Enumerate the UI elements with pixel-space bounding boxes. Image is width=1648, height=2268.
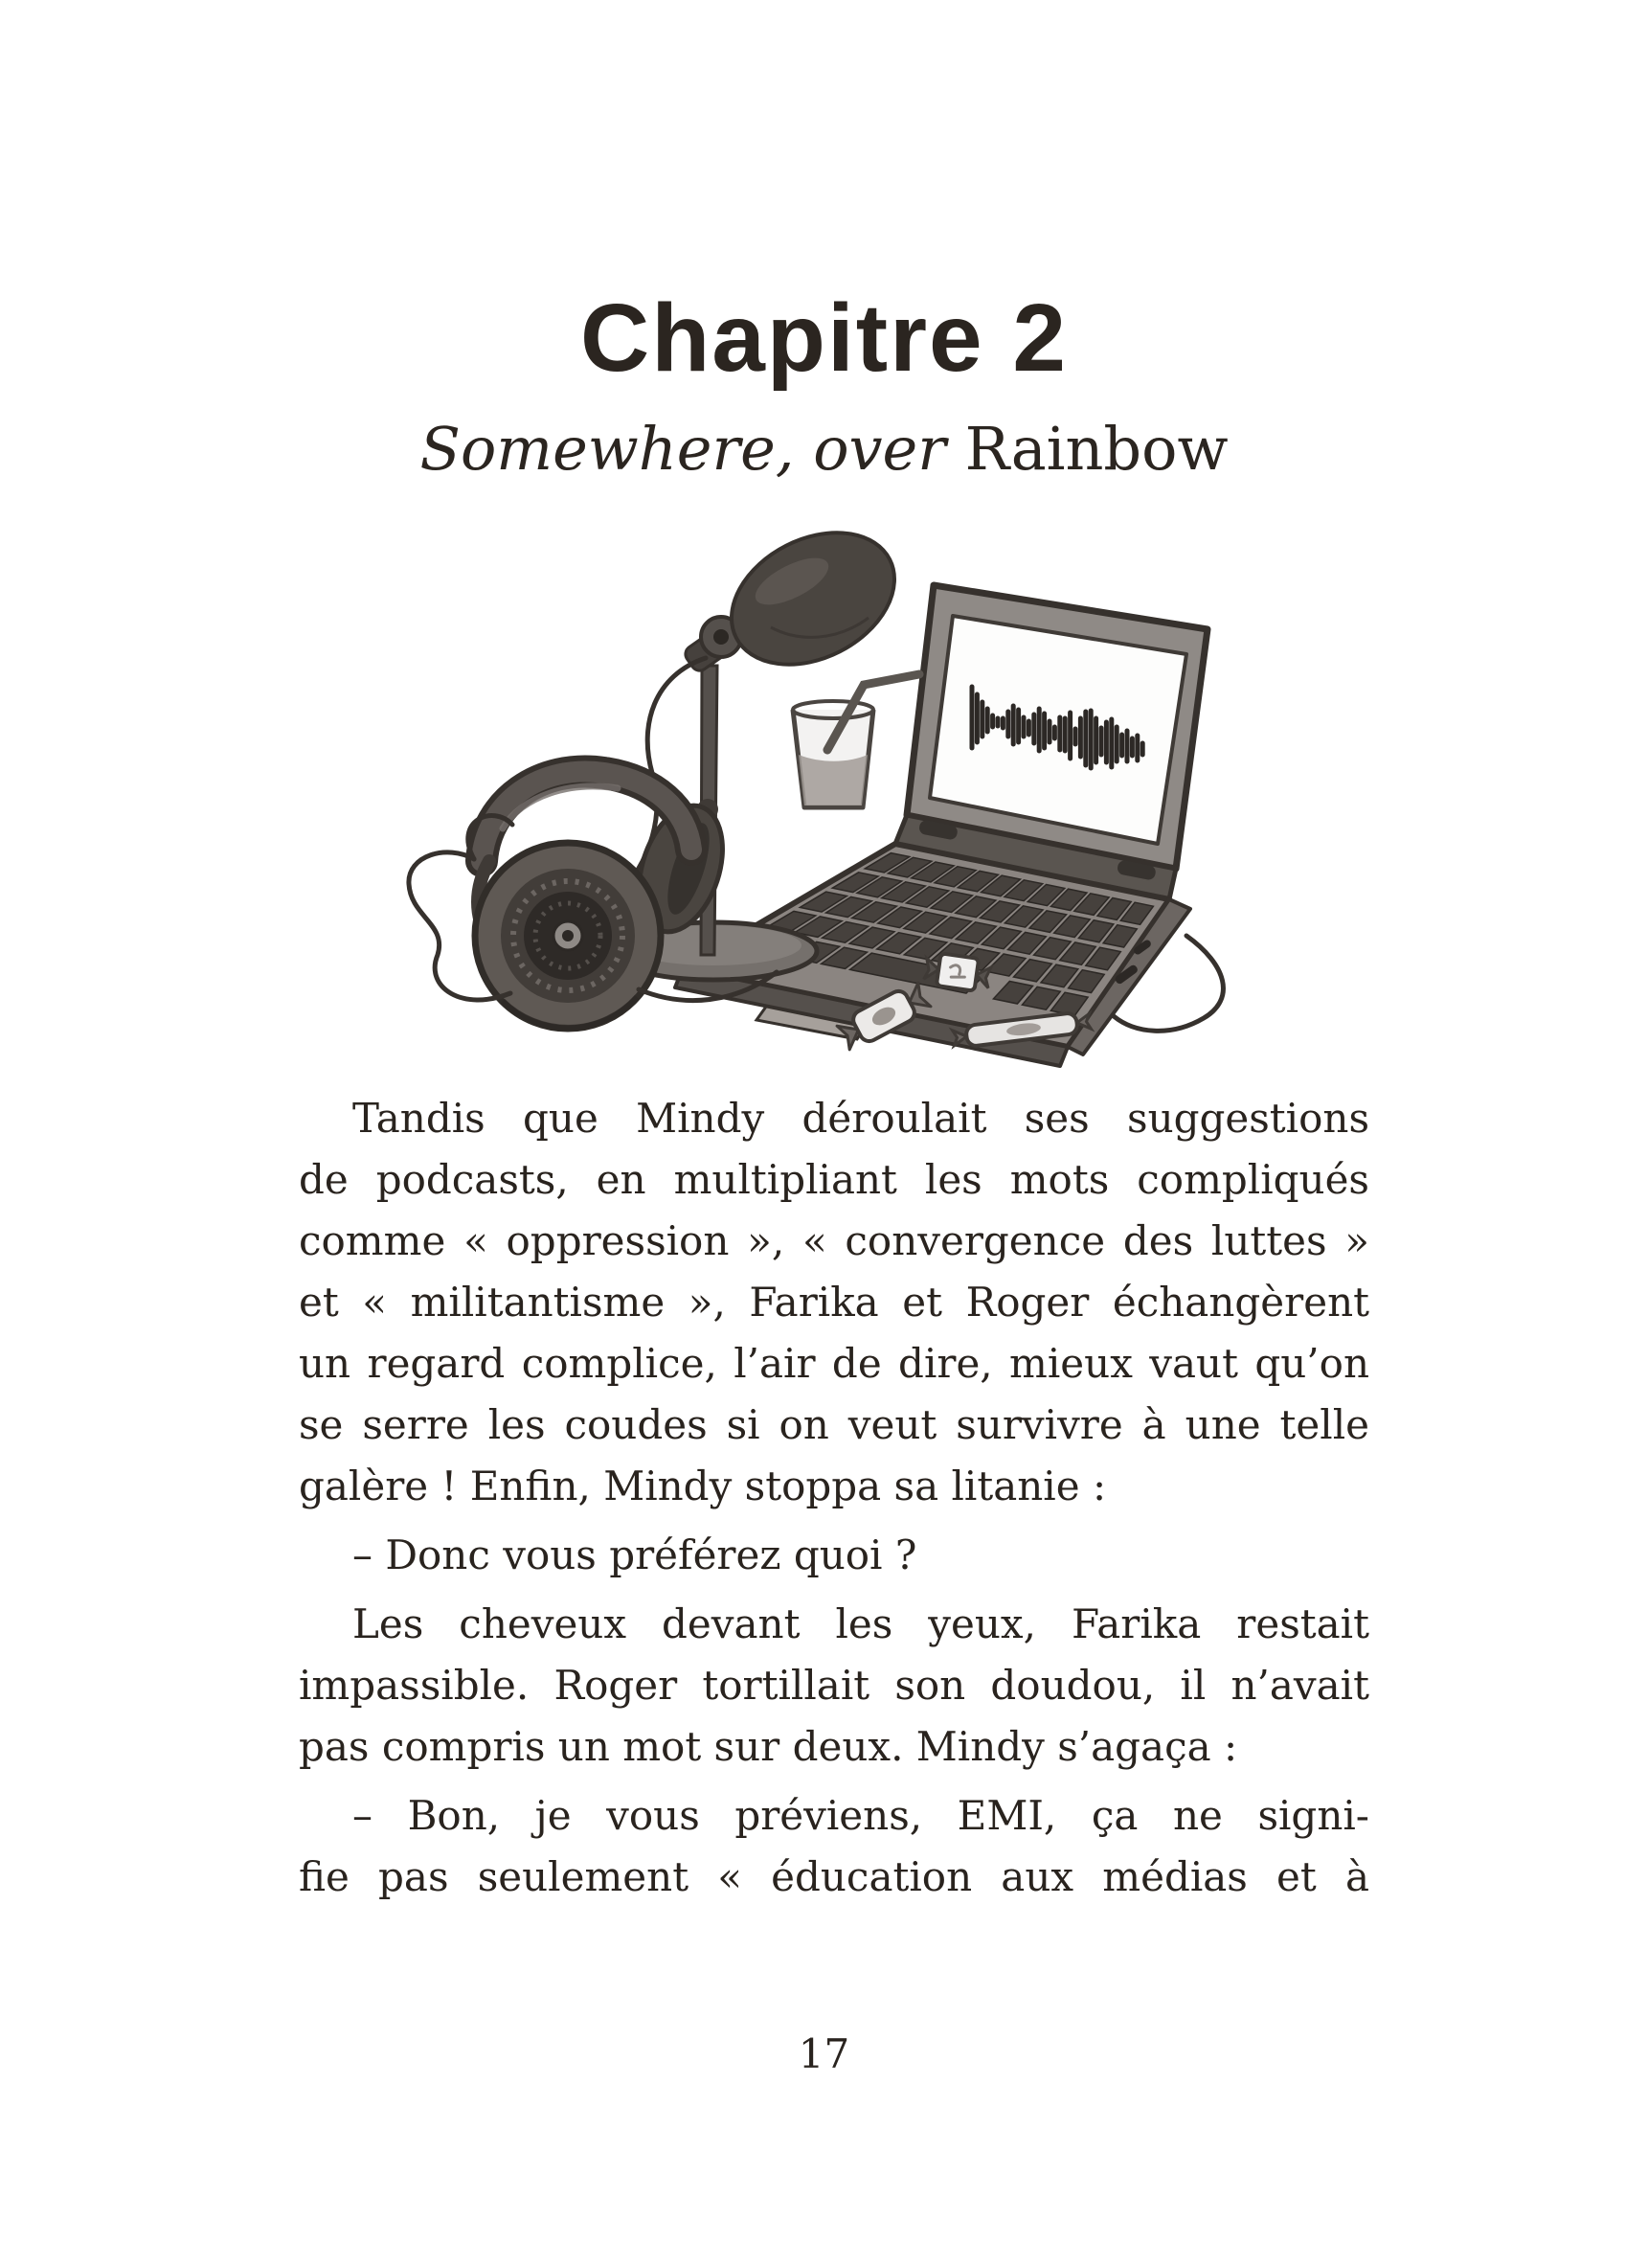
text-line: – Donc vous préférez quoi ? (352, 1531, 917, 1578)
paragraph (299, 1525, 1369, 1586)
text-line: Les cheveux devant les yeux, Farika restait (352, 1600, 1369, 1647)
text-line: pas compris un mot sur deux. Mindy s’agaça : (299, 1723, 1238, 1770)
text-line: et « militantisme », Farika et Roger échangèrent (299, 1279, 1369, 1326)
text-line: Tandis que Mindy déroulait ses suggestions (352, 1095, 1369, 1142)
paragraph (299, 1088, 1369, 1517)
text-line: galère ! Enfin, Mindy stoppa sa litanie : (299, 1463, 1107, 1509)
text-line: fie pas seulement « éducation aux médias et à (299, 1853, 1369, 1900)
text-line: se serre les coudes si on veut survivre à une telle (299, 1401, 1369, 1448)
text-line: un regard complice, l’air de dire, mieux vaut qu’on (299, 1340, 1369, 1387)
text-line: – Bon, je vous préviens, EMI, ça ne signi- (352, 1792, 1369, 1839)
body-text (299, 1088, 1369, 1908)
paragraph (299, 1785, 1369, 1908)
text-line: impassible. Roger tortillait son doudou, il n’avait (299, 1662, 1369, 1709)
chapter-subtitle (0, 414, 1648, 484)
text-line: de podcasts, en multipliant les mots compliqués (299, 1156, 1369, 1203)
page-number: 17 (798, 2030, 850, 2077)
chapter-title: Chapitre 2 (579, 284, 1068, 392)
glass-with-straw-drawing (793, 674, 919, 807)
subtitle-italic-part: Somewhere, over (419, 414, 946, 484)
podcast-setup-illustration (397, 522, 1259, 1068)
paragraph (299, 1594, 1369, 1778)
text-line: comme « oppression », « convergence des luttes » (299, 1217, 1369, 1264)
subtitle-regular-part: Rainbow (945, 414, 1229, 484)
